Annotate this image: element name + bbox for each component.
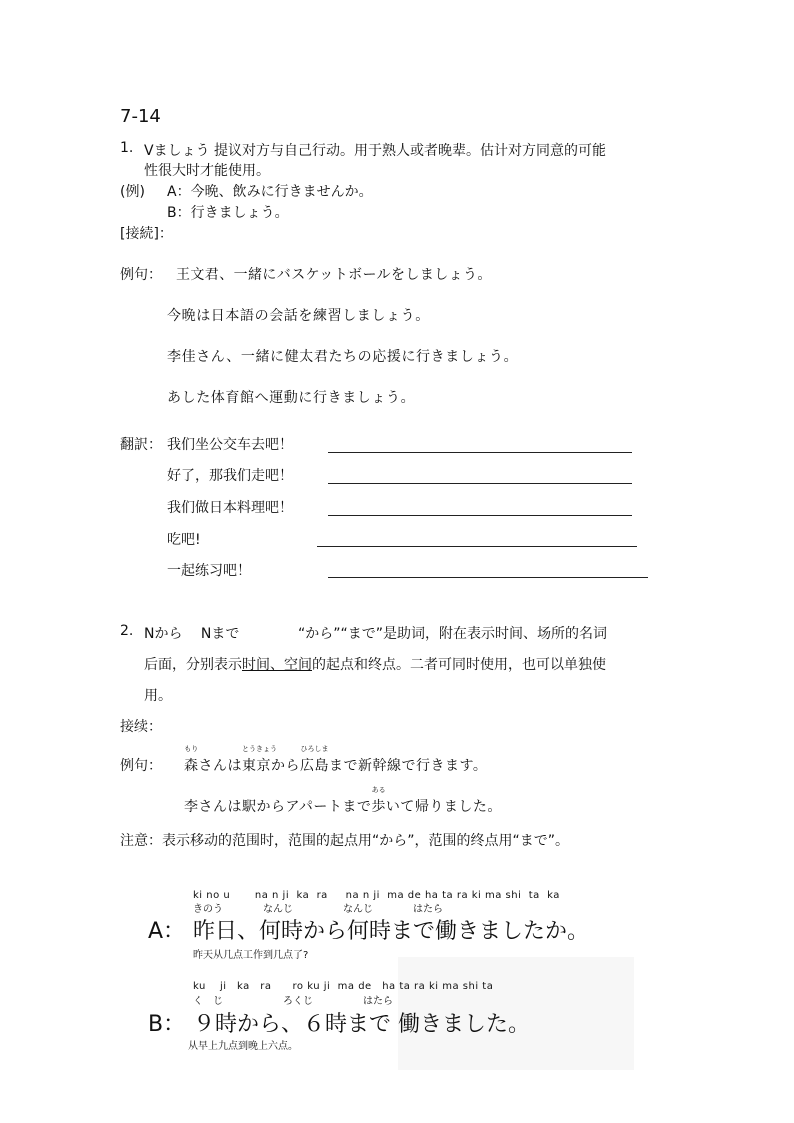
speaker-a-label: A： <box>148 919 186 944</box>
example-sentence: 今晩は日本語の会話を練習しましょう。 <box>167 308 430 324</box>
section2-line2-before: 后面，分别表示 <box>144 657 242 673</box>
example-sentence: 李佳さん、一緒に健太君たちの応援に行きましょう。 <box>167 349 519 365</box>
answer-blank[interactable] <box>328 483 632 484</box>
furigana: もり <box>184 745 199 753</box>
furigana: ひろしま <box>300 745 329 753</box>
ruby-word <box>184 745 199 775</box>
section2-line2 <box>144 654 606 674</box>
romaji-line-a: ki no u na n ji ka ra na n ji ma de ha ta ra ki ma shi ta ka <box>193 890 560 901</box>
translation-prompt: 一起练习吧！ <box>167 563 251 579</box>
section1-number: 1. <box>120 140 134 156</box>
translation-label: 翻訳： <box>120 437 162 453</box>
section2-pattern: Nから Nまで <box>144 626 240 642</box>
text: まで新幹線で行きます。 <box>329 758 488 774</box>
ruby-word <box>300 745 329 775</box>
section1-heading-line1: Vましょう 提议对方与自己行动。用于熟人或者晚辈。估计对方同意的可能 <box>144 143 607 159</box>
speaker-b-label: B： <box>148 1012 186 1037</box>
speaker-a-translation: 昨天从几点工作到几点了? <box>193 950 309 961</box>
text: 李さんは駅からアパートまで <box>184 799 372 815</box>
text: さんは <box>198 758 242 774</box>
connection-label: 接续： <box>120 719 162 735</box>
section2-number: 2. <box>120 623 134 639</box>
note: 注意：表示移动的范围时，范围的起点用“から”，范围的终点用“まで”。 <box>120 833 570 849</box>
example-sentence <box>184 786 502 816</box>
translation-prompt: 好了，那我们走吧！ <box>167 468 293 484</box>
examples-label: 例句： <box>120 758 162 774</box>
translation-prompt: 我们坐公交车去吧！ <box>167 437 293 453</box>
ruby-word <box>371 786 386 816</box>
furigana: ある <box>371 786 386 794</box>
text: から <box>271 758 300 774</box>
ruby-word <box>242 745 277 775</box>
speaker-b-translation: 从早上九点到晚上六点。 <box>188 1041 298 1052</box>
page-title: 7-14 <box>120 106 161 127</box>
romaji-line-b: ku ji ka ra ro ku ji ma de ha ta ra ki ma shi ta <box>193 981 494 992</box>
answer-blank[interactable] <box>317 546 637 547</box>
example-a: A：今晩、飲みに行きませんか。 <box>167 184 373 200</box>
connection-label: [接続]： <box>120 226 173 242</box>
furigana: とうきょう <box>242 745 277 753</box>
kana-line-a: きのう なんじ なんじ はたら <box>193 904 443 915</box>
text: いて帰りました。 <box>385 799 502 815</box>
example-b: B：行きましょう。 <box>167 205 289 221</box>
example-sentence <box>184 745 488 775</box>
section2-heading: “から”“まで”是助词，附在表示时间、场所的名词 <box>298 626 608 642</box>
kana-line-b: く じ ろくじ はたら <box>193 996 393 1007</box>
kanji: 東京 <box>242 758 271 774</box>
kanji: 広島 <box>300 758 329 774</box>
translation-prompt: 我们做日本料理吧！ <box>167 500 293 516</box>
speaker-b-line: ９時から、６時まで 働きました。 <box>193 1012 530 1037</box>
translation-prompt: 吃吧! <box>167 532 201 548</box>
example-label: (例) <box>120 184 145 200</box>
example-sentence: あした体育館へ運動に行きましょう。 <box>167 390 416 406</box>
section2-line3: 用。 <box>144 688 172 704</box>
section2-underlined: 时间、空间 <box>242 657 312 673</box>
answer-blank[interactable] <box>328 515 632 516</box>
answer-blank[interactable] <box>328 577 648 578</box>
section2-line2-after: 的起点和终点。二者可同时使用，也可以单独使 <box>312 657 606 673</box>
examples-label: 例句： <box>120 267 162 283</box>
speaker-a-line: 昨日、何時から何時まで働きましたか。 <box>193 919 590 944</box>
section1-heading-line2: 性很大时才能使用。 <box>144 163 270 179</box>
kanji: 森 <box>184 758 199 774</box>
kanji: 歩 <box>371 799 386 815</box>
example-sentence: 王文君、一緒にバスケットボールをしましょう。 <box>176 267 492 283</box>
answer-blank[interactable] <box>328 452 632 453</box>
